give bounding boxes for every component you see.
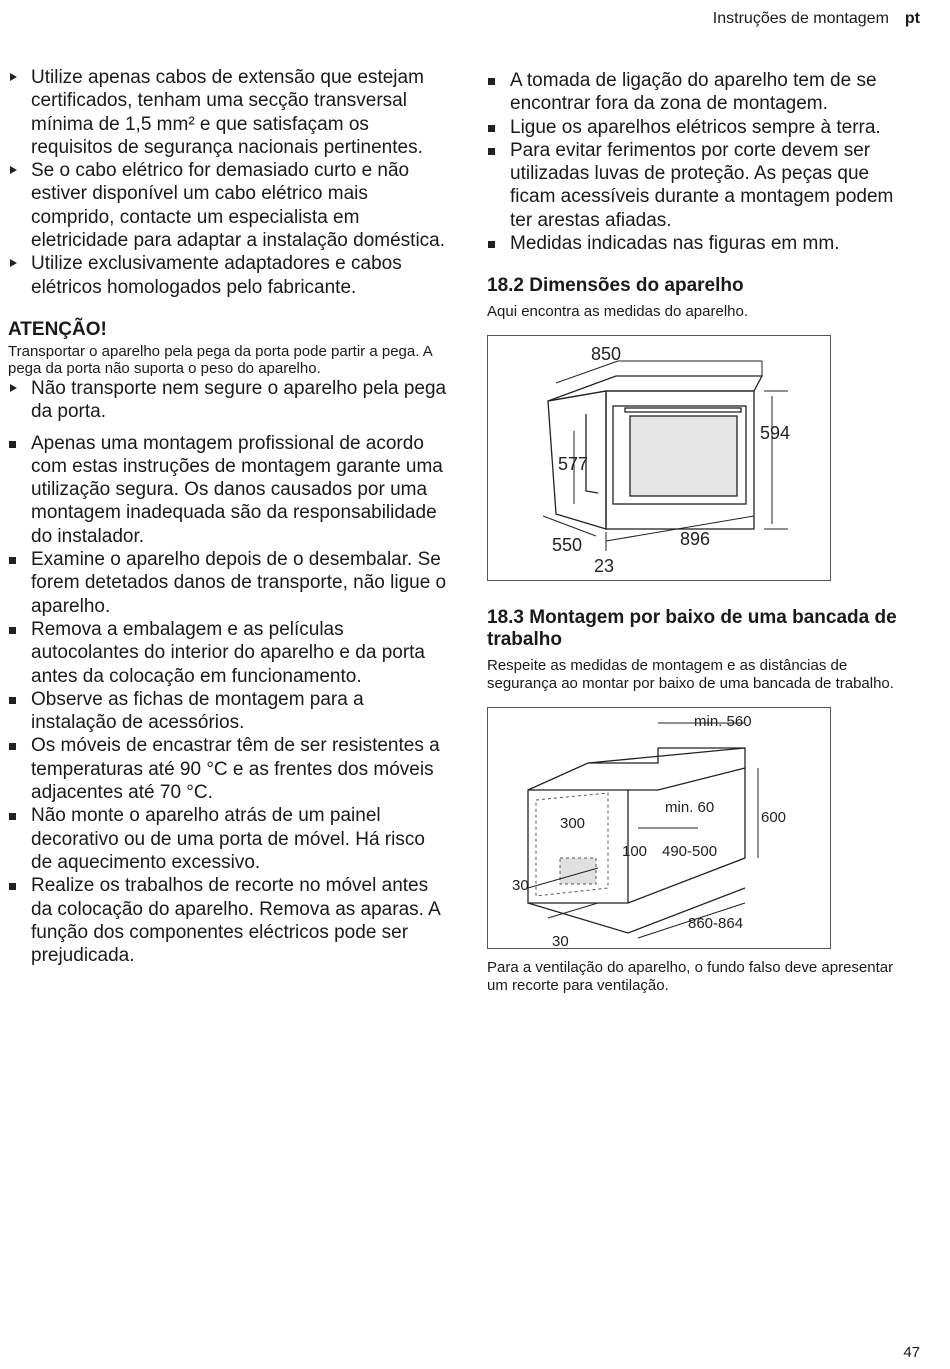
bullet-list-item: Examine o aparelho depois de o desembalar. Se forem detetados danos de transporte, não ligue o aparelho.	[8, 548, 448, 618]
dim-30-bottom: 30	[552, 933, 569, 948]
dim-30-left: 30	[512, 877, 529, 895]
section-title-under-counter: 18.3 Montagem por baixo de uma bancada de trabalho	[487, 607, 897, 651]
dim-550: 550	[552, 535, 583, 556]
bullet-list-item: Medidas indicadas nas figuras em mm.	[487, 232, 917, 255]
arrow-list-item: Se o cabo elétrico for demasiado curto e não estiver disponível um cabo elétrico mais comprido, contacte um especialista em eletricidade para adaptar a instalação doméstica.	[8, 159, 448, 252]
header-title: Instruções de montagem	[712, 10, 889, 27]
warning-text: Transportar o aparelho pela pega da porta pode partir a pega. A pega da porta não suporta o peso do aparelho.	[8, 342, 432, 377]
oven-dimension-drawing	[488, 336, 829, 579]
arrow-bullet-icon	[8, 66, 28, 81]
section-title-dimensions: 18.2 Dimensões do aparelho	[487, 275, 744, 297]
square-bullet-icon	[8, 734, 28, 750]
bullet-list-item: Remova a embalagem e as películas autocolantes do interior do aparelho e da porta antes da colocação em funcionamento.	[8, 618, 448, 688]
arrow-bullet-icon	[8, 159, 28, 174]
dim-300: 300	[560, 815, 586, 833]
section-description-under-counter: Respeite as medidas de montagem e as distâncias de segurança ao montar por baixo de uma bancada de trabalho.	[487, 657, 894, 693]
installation-drawing	[488, 708, 829, 947]
bullet-list-item: Realize os trabalhos de recorte no móvel antes da colocação do aparelho. Remova as aparas. A função dos componentes eléctricos pode ser prejudicada.	[8, 874, 448, 967]
dim-23: 23	[594, 556, 615, 577]
bullet-list-item: Observe as fichas de montagem para a instalação de acessórios.	[8, 688, 448, 735]
warning-title: ATENÇÃO!	[8, 318, 107, 340]
arrow-bullet-icon	[8, 377, 28, 392]
square-bullet-icon	[8, 432, 28, 448]
bullet-list-item: Apenas uma montagem profissional de acordo com estas instruções de montagem garante uma utilização segura. Os danos causados por uma montagem inadequada são da responsabilidade do instalador.	[8, 432, 448, 548]
bullet-list-item: A tomada de ligação do aparelho tem de se encontrar fora da zona de montagem.	[487, 69, 917, 116]
appliance-dimensions-figure	[487, 335, 831, 581]
dim-600: 600	[761, 809, 787, 827]
square-bullet-icon	[8, 688, 28, 704]
arrow-list-item: Utilize exclusivamente adaptadores e cabos elétricos homologados pelo fabricante.	[8, 252, 448, 299]
left-column	[8, 66, 448, 967]
dim-860-864: 860-864	[688, 915, 744, 933]
page-header	[713, 10, 920, 28]
arrow-bullet-icon	[8, 252, 28, 267]
right-column	[487, 69, 917, 995]
square-bullet-icon	[8, 618, 28, 634]
bullet-list-item: Não monte o aparelho atrás de um painel decorativo ou de uma porta de móvel. Há risco de aquecimento excessivo.	[8, 804, 448, 874]
dim-850: 850	[591, 344, 622, 365]
dim-594: 594	[760, 423, 791, 444]
page-number: 47	[903, 1344, 920, 1361]
square-bullet-icon	[487, 69, 507, 85]
square-bullet-icon	[487, 139, 507, 155]
dim-min-60: min. 60	[665, 799, 715, 817]
bullet-list-item: Os móveis de encastrar têm de ser resistentes a temperaturas até 90 °C e as frentes dos móveis adjacentes até 70 °C.	[8, 734, 448, 804]
arrow-list-item: Utilize apenas cabos de extensão que estejam certificados, tenham uma secção transversal mínima de 1,5 mm² e que satisfaçam os requisitos de segurança nacionais pertinentes.	[8, 66, 448, 159]
dim-490-500: 490-500	[662, 843, 718, 861]
under-counter-installation-figure	[487, 707, 831, 949]
square-bullet-icon	[8, 548, 28, 564]
square-bullet-icon	[487, 116, 507, 132]
dim-577: 577	[558, 454, 589, 475]
square-bullet-icon	[8, 874, 28, 890]
language-code: pt	[904, 10, 920, 27]
dim-min-560: min. 560	[694, 713, 752, 731]
square-bullet-icon	[487, 232, 507, 248]
section-description-dimensions: Aqui encontra as medidas do aparelho.	[487, 303, 749, 321]
bullet-list-item: Ligue os aparelhos elétricos sempre à terra.	[487, 116, 917, 139]
figure-caption: Para a ventilação do aparelho, o fundo falso deve apresentar um recorte para ventilação.	[487, 959, 894, 995]
dim-100: 100	[622, 843, 648, 861]
warning-action: Não transporte nem segure o aparelho pela pega da porta.	[8, 377, 448, 424]
square-bullet-icon	[8, 804, 28, 820]
dim-896: 896	[680, 529, 711, 550]
bullet-list-item: Para evitar ferimentos por corte devem ser utilizadas luvas de proteção. As peças que ficam acessíveis durante a montagem podem ter arestas afiadas.	[487, 139, 917, 232]
